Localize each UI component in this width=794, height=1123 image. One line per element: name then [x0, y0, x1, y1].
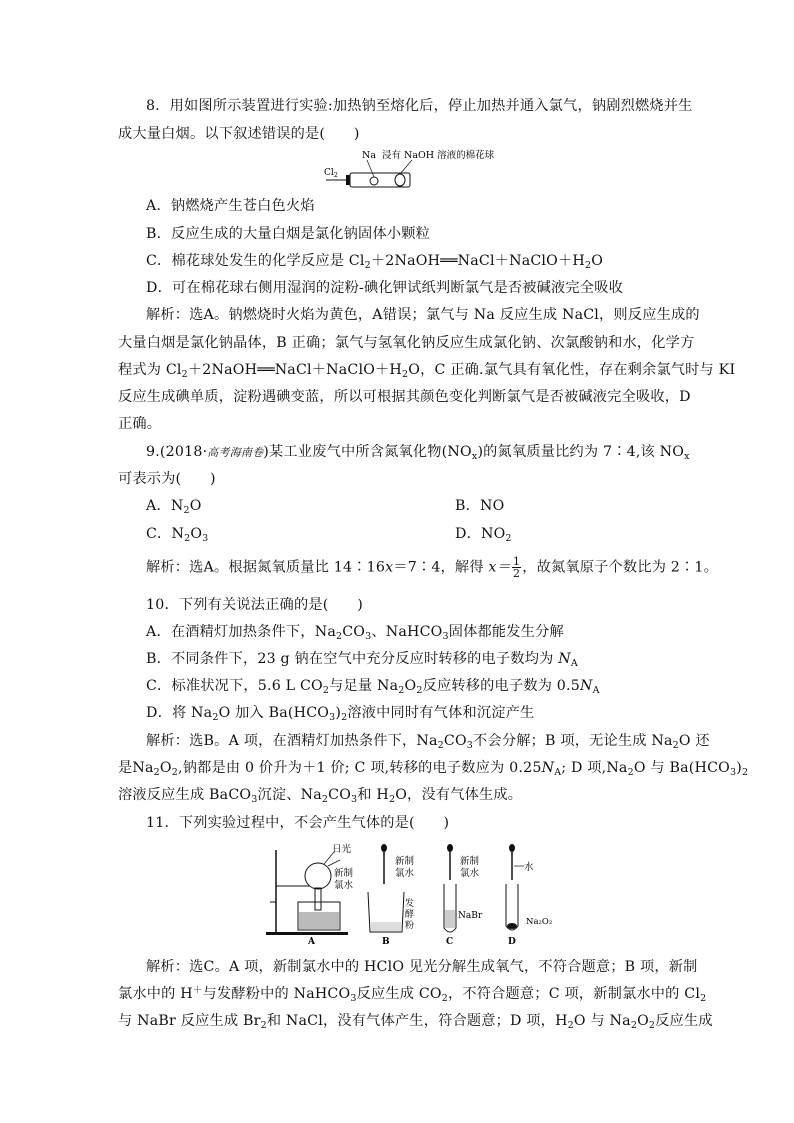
- q11-apparatus-c: [444, 844, 483, 947]
- q8-label-cl2: $Cl_2$: [324, 168, 338, 179]
- q11-label-c-water2: 氯水: [460, 868, 480, 879]
- q11-label-d-water: 水: [524, 862, 534, 873]
- q11-label-a: A: [308, 937, 315, 947]
- q8-pointer-cotton: [400, 160, 412, 174]
- q9-stem-line1: 9.(2018·高考海南卷)某工业废气中所含氮氧化物$(NO_x)$的氮氧质量比约为 7∶4,该 $NO_x$: [146, 444, 690, 462]
- q11-label-sunlight: 日光: [332, 844, 352, 855]
- q10-option-c: C．标准状况下，5.6 L $CO_2$与足量 $Na_2O_2$反应转移的电子数为 $0.5N_A$: [146, 678, 600, 696]
- q11-label-nabr: NaBr: [458, 911, 483, 921]
- q8-tube: [350, 173, 410, 187]
- q9-option-b: B．NO: [455, 498, 505, 514]
- q9-stem-line2: 可表示为( ): [118, 471, 216, 487]
- q11-apparatus-d: [506, 844, 552, 947]
- q8-analysis-line5: 正确。: [118, 416, 162, 432]
- q11-label-a-water2: 氯水: [334, 880, 354, 891]
- q11-label-b-water1: 新制: [395, 856, 415, 867]
- q11-apparatus-b: [368, 844, 415, 947]
- q8-option-a: A．钠燃烧产生苍白色火焰: [146, 198, 315, 214]
- q10-option-d: D．将 $Na_2O$ 加入 $Ba(HCO_3)_2$溶液中同时有气体和沉淀产生: [146, 705, 535, 723]
- q8-sodium: [370, 177, 378, 185]
- q8-label-na: Na: [362, 150, 376, 161]
- q8-label-cotton: 浸有 NaOH 溶液的棉花球: [382, 150, 495, 161]
- q11-label-b-powder1: 发: [405, 899, 415, 909]
- q8-analysis-line4: 反应生成碘单质，淀粉遇碘变蓝，所以可根据其颜色变化判断氯气是否被碱液完全吸收，D: [118, 389, 691, 405]
- q11-label-b-powder2: 酵: [405, 910, 415, 920]
- q8-analysis-line3: 程式为 $Cl_2+2NaOH══NaCl+NaClO+H_2O$，C 正确.氯气具有氧化性，存在剩余氯气时与 KI: [118, 362, 736, 380]
- q9-source: 高考海南卷: [207, 446, 264, 459]
- q11-apparatus-figure: [262, 840, 562, 948]
- q10-analysis-line1: 解析：选B。A 项，在酒精灯加热条件下，$Na_2CO_3$不会分解；B 项，无论生成 $Na_2O$ 还: [146, 733, 710, 751]
- q11-apparatus-a: [266, 843, 354, 947]
- q10-option-b: B．不同条件下，23 g 钠在空气中充分反应时转移的电子数均为 $N_A$: [146, 651, 578, 669]
- q11-label-b-water2: 氯水: [395, 868, 415, 879]
- q11-label-b: B: [382, 937, 390, 947]
- q11-label-b-powder3: 粉: [405, 921, 415, 931]
- q8-analysis-line1: 解析：选A。钠燃烧时火焰为黄色，A错误；氯气与 Na 反应生成 NaCl，则反应生成的: [146, 307, 700, 323]
- q9-option-a: A．$N_2O$: [146, 498, 202, 516]
- q8-option-d: D．可在棉花球右侧用湿润的淀粉-碘化钾试纸判断氯气是否被碱液完全吸收: [146, 280, 623, 296]
- q10-option-a: A．在酒精灯加热条件下，$Na_2CO_3$、NaHCO$_3$固体都能发生分解: [146, 624, 564, 642]
- q8-stem-line1: 8．用如图所示装置进行实验:加热钠至熔化后，停止加热并通入氯气，钠剧烈燃烧并生: [146, 98, 693, 114]
- q8-stopper: [346, 175, 350, 185]
- q8-apparatus-figure: [322, 146, 502, 192]
- q11-label-c: C: [446, 937, 454, 947]
- q8-analysis-line2: 大量白烟是氯化钠晶体，B 正确；氯气与氢氧化钠反应生成氯化钠、次氯酸钠和水，化学方: [118, 335, 695, 351]
- q11-analysis-line1: 解析：选C。A 项，新制氯水中的 HClO 见光分解生成氧气，不符合题意；B 项，新制: [146, 959, 698, 975]
- q9-analysis: 解析：选A。根据氮氧质量比 14∶16x＝7∶4，解得 x＝ $\frac{1}{2}$ ，故氮氧原子个数比为 2∶1。: [146, 555, 719, 580]
- q11-label-na2o2: Na₂O₂: [526, 917, 553, 927]
- q9-fraction: $\frac{1}{2}$: [513, 555, 521, 580]
- q11-stem: 11．下列实验过程中，不会产生气体的是( ): [146, 815, 450, 831]
- q8-pointer-na: [367, 160, 374, 177]
- q9-option-c: C．$N_2O_3$: [146, 526, 209, 544]
- q8-option-c: C．棉花球处发生的化学反应是 $Cl_2+2NaOH══NaCl+NaClO+H_2O$: [146, 253, 604, 271]
- q11-label-c-water1: 新制: [460, 856, 480, 867]
- q11-analysis-line2: 氯水中的 H＋与发酵粉中的 NaHCO$_3$反应生成 $CO_2$，不符合题意；C 项，新制氯水中的 $Cl_2$: [118, 985, 707, 1004]
- q11-analysis-line3: 与 NaBr 反应生成 $Br_2$和 NaCl，没有气体产生，符合题意；D 项，$H_2O$ 与 $Na_2O_2$反应生成: [118, 1013, 713, 1031]
- q10-analysis-line3: 溶液反应生成 BaCO$_3$沉淀、$Na_2CO_3$和 $H_2O$，没有气体生成。: [118, 787, 523, 805]
- q9-option-d: D．$NO_2$: [455, 526, 512, 544]
- q11-label-d: D: [508, 937, 516, 947]
- q8-stem-line2: 成大量白烟。以下叙述错误的是( ): [118, 126, 360, 142]
- q10-analysis-line2: 是$Na_2O_2$,钠都是由 0 价升为＋1 价; C 项,转移的电子数应为 $0.25N_A$; D 项$,Na_2O$ 与 $Ba(HCO_3)_2$: [118, 760, 749, 778]
- q8-cotton-ball: [395, 174, 405, 186]
- q8-option-b: B．反应生成的大量白烟是氯化钠固体小颗粒: [146, 226, 430, 242]
- q11-label-a-water1: 新制: [334, 868, 354, 879]
- q10-stem: 10．下列有关说法正确的是( ): [146, 597, 363, 613]
